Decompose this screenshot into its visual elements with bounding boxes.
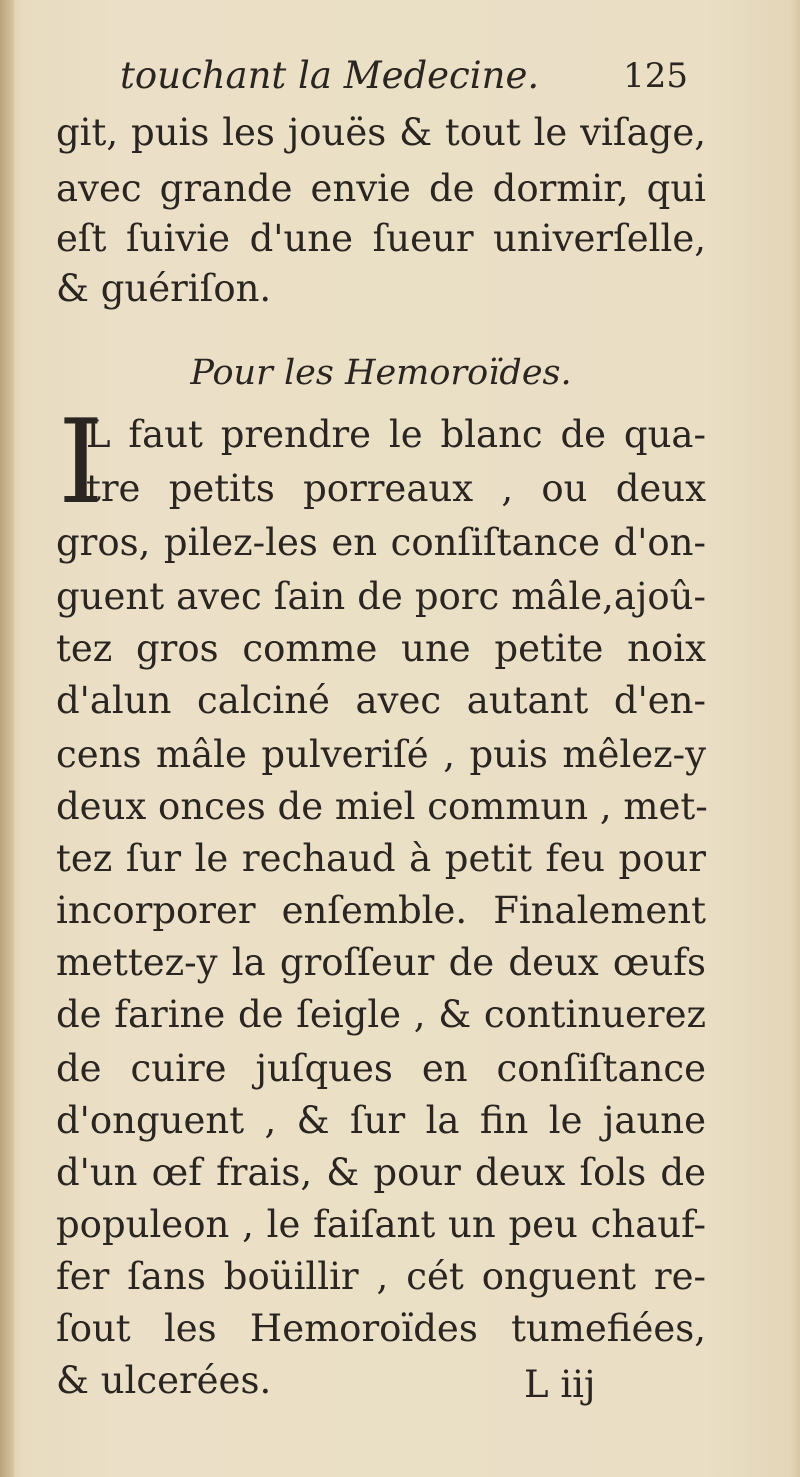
text-line: eſt ſuivie d'une ſueur univerſelle, [56,217,706,260]
running-title: touchant la Medecine. [120,54,540,97]
page-number: 125 [623,56,688,96]
text-line: guent avec ſain de porc mâle,ajoû- [56,575,706,618]
text-line: & ulcerées. [56,1359,272,1402]
text-line: deux onces de miel commun , met- [56,785,708,828]
text-line: tez gros comme une petite noix [56,627,706,670]
text-line: incorporer enſemble. Finalement [56,889,706,932]
text-line: git, puis les jouës & tout le viſage, [56,111,706,154]
text-line: gros, pilez-les en conſiſtance d'on- [56,521,706,564]
text-line: mettez-y la groſſeur de deux œufs [56,941,706,984]
text-line: d'alun calciné avec autant d'en- [56,679,706,722]
text-line: d'un œf frais, & pour deux ſols de [56,1151,706,1194]
section-title: Pour les Hemoroïdes. [190,353,572,393]
text-line: tez ſur le rechaud à petit feu pour [56,837,706,880]
text-line: de farine de ſeigle , & continuerez [56,993,706,1036]
text-line: fer ſans boüillir , cét onguent re- [56,1255,706,1298]
text-line: L faut prendre le blanc de qua- [86,413,706,456]
drop-cap: I [58,395,104,530]
text-line: tre petits porreaux , ou deux [86,467,706,510]
running-header [120,48,688,104]
signature-mark: L iij [524,1363,596,1406]
text-line: de cuire juſques en conſiſtance [56,1047,706,1090]
page-gutter [0,0,14,1477]
text-line: populeon , le faiſant un peu chauf- [56,1203,706,1246]
text-line: ſout les Hemoroïdes tumefiées, [56,1307,706,1350]
text-line: & guériſon. [56,267,272,310]
text-line: d'onguent , & ſur la fin le jaune [56,1099,706,1142]
text-line: cens mâle pulveriſé , puis mêlez-y [56,733,706,776]
text-line: avec grande envie de dormir, qui [56,167,706,210]
